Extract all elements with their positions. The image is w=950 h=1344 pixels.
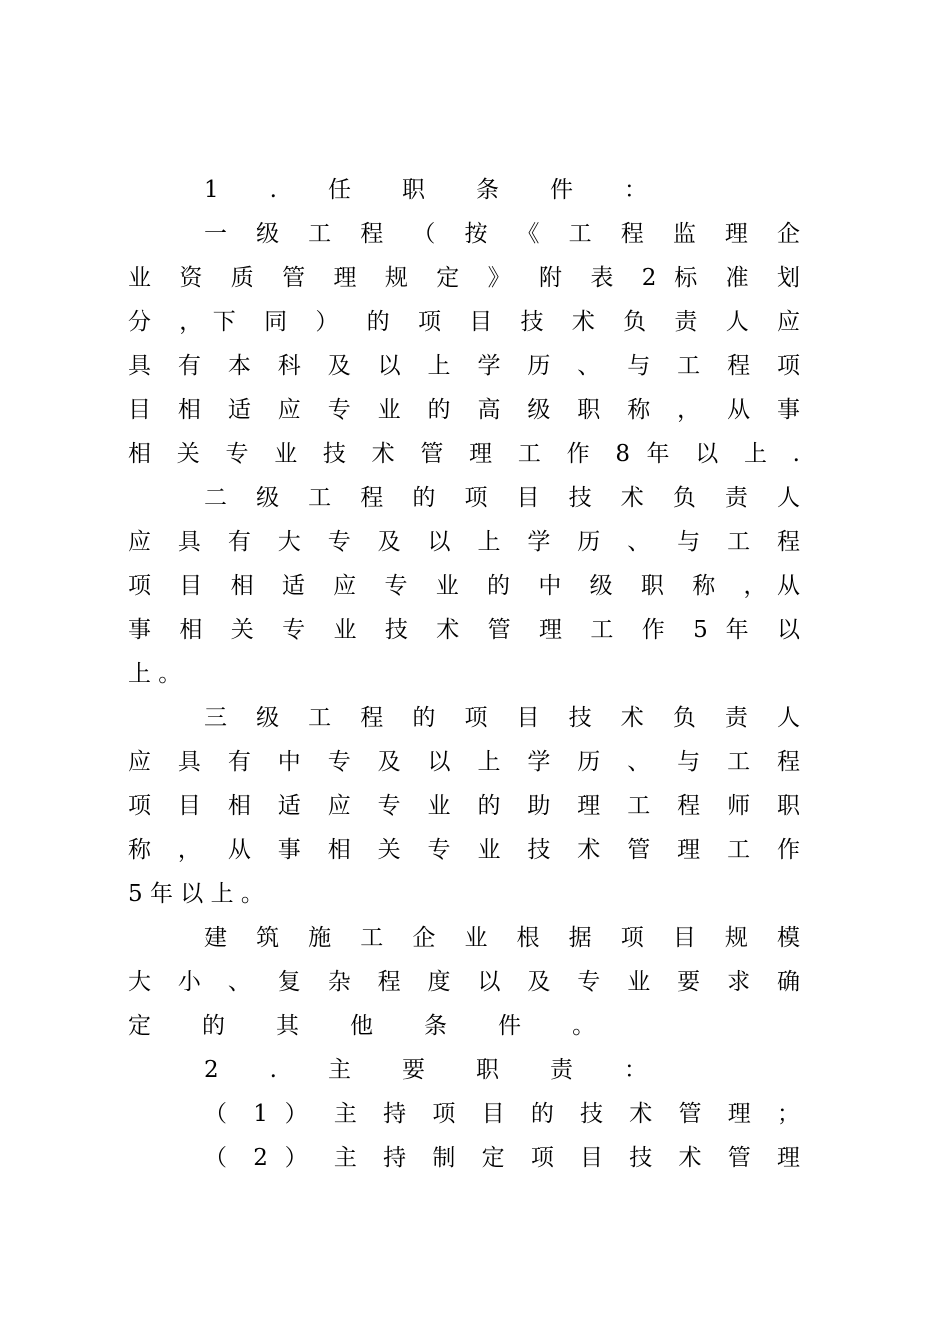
- text-line: 业 资 质 管 理 规 定 》 附 表 2 标 准 划: [128, 265, 800, 291]
- text-line: 项 目 相 适 应 专 业 的 助 理 工 程 师 职: [128, 793, 800, 819]
- text-line: （ 2 ） 主 持 制 定 项 目 技 术 管 理: [204, 1145, 800, 1171]
- text-line: 应 具 有 大 专 及 以 上 学 历 、 与 工 程: [128, 529, 800, 555]
- text-line: 一 级 工 程 （ 按 《 工 程 监 理 企: [204, 221, 800, 247]
- document-body: [128, 168, 800, 1180]
- text-line: 上 。: [128, 661, 182, 687]
- text-line: 应 具 有 中 专 及 以 上 学 历 、 与 工 程: [128, 749, 800, 775]
- text-line: 目 相 适 应 专 业 的 高 级 职 称 ， 从 事: [128, 397, 800, 423]
- text-line: 项 目 相 适 应 专 业 的 中 级 职 称 ，从: [128, 573, 800, 599]
- text-line: 大 小 、 复 杂 程 度 以 及 专 业 要 求 确: [128, 969, 800, 995]
- text-line: 1 . 任 职 条 件 ：: [204, 177, 669, 203]
- text-line: 定 的 其 他 条 件 。: [128, 1013, 617, 1039]
- text-line: 5 年 以 上 。: [128, 881, 264, 907]
- text-line: 事 相 关 专 业 技 术 管 理 工 作 5 年 以: [128, 617, 800, 643]
- text-line: （ 1 ） 主 持 项 目 的 技 术 管 理 ；: [204, 1101, 800, 1127]
- text-line: 2 . 主 要 职 责 ：: [204, 1057, 669, 1083]
- text-line: 相 关 专 业 技 术 管 理 工 作 8 年 以 上 .: [128, 441, 800, 467]
- text-line: 称 ， 从 事 相 关 专 业 技 术 管 理 工 作: [128, 837, 800, 863]
- text-line: 分 ，下 同 ） 的 项 目 技 术 负 责 人 应: [128, 309, 800, 335]
- text-line: 建 筑 施 工 企 业 根 据 项 目 规 模: [204, 925, 800, 951]
- text-line: 三 级 工 程 的 项 目 技 术 负 责 人: [204, 705, 800, 731]
- text-line: 二 级 工 程 的 项 目 技 术 负 责 人: [204, 485, 800, 511]
- text-line: 具 有 本 科 及 以 上 学 历 、 与 工 程 项: [128, 353, 800, 379]
